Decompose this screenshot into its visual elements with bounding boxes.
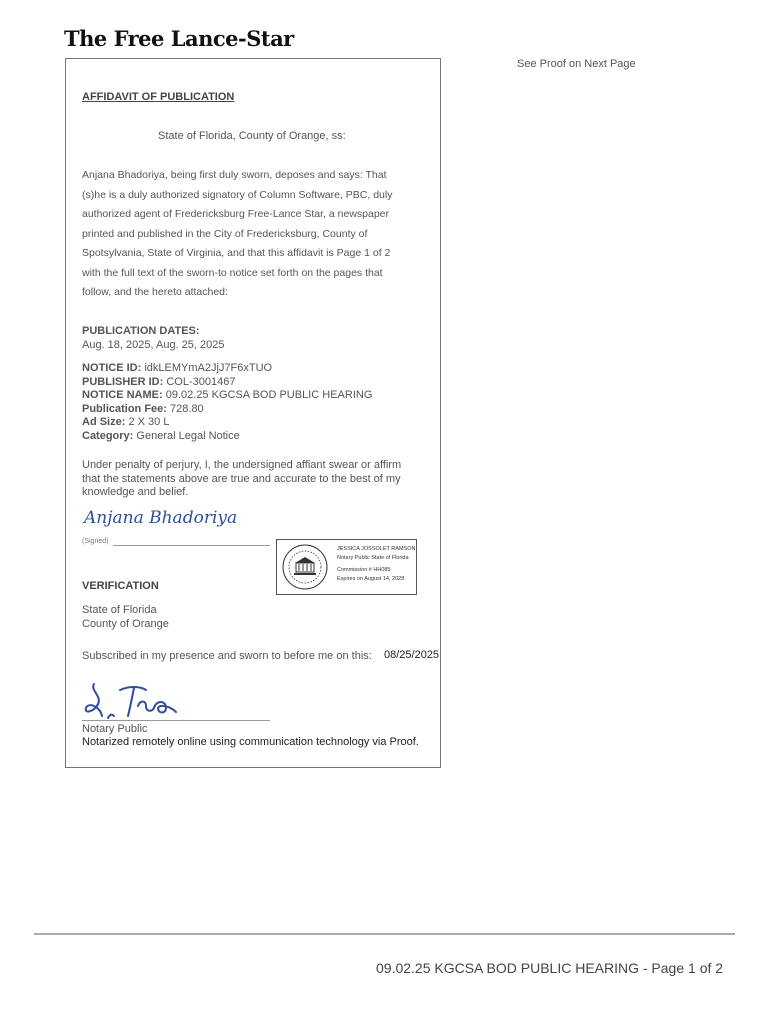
affiant-signature: Anjana Bhadoriya <box>84 508 238 528</box>
stamp-commission: Commission # HH085 <box>337 567 391 573</box>
penalty-line: Under penalty of perjury, I, the undersigned affiant swear or affirm <box>82 459 402 471</box>
verification-county: County of Orange <box>82 618 169 630</box>
stamp-expiration: Expires on August 14, 2028 <box>337 576 405 582</box>
verification-state: State of Florida <box>82 604 157 616</box>
notice-id-row: NOTICE ID: idkLEMYmA2JjJ7F6xTUO <box>82 362 273 374</box>
penalty-line: that the statements above are true and accurate to the best of my <box>82 472 401 485</box>
body-line: (s)he is a duly authorized signatory of Column Software, PBC, duly <box>82 188 393 201</box>
signed-label: (Signed) <box>82 538 109 545</box>
publication-fee-row: Publication Fee: 728.80 <box>82 402 204 415</box>
publication-dates-value: Aug. 18, 2025, Aug. 25, 2025 <box>82 339 225 351</box>
notarized-remote-note: Notarized remotely online using communication technology via Proof. <box>82 736 419 748</box>
verification-heading: VERIFICATION <box>82 580 159 592</box>
subscribed-statement: Subscribed in my presence and sworn to before me on this: <box>82 650 372 662</box>
proof-note: See Proof on Next Page <box>517 58 636 70</box>
publisher-id-row: PUBLISHER ID: COL-3001467 <box>82 375 236 388</box>
body-line: with the full text of the sworn-to notice set forth on the pages that <box>82 266 383 279</box>
affidavit-body <box>82 166 427 303</box>
penalty-statement <box>82 459 427 500</box>
notary-seal-icon <box>281 543 329 591</box>
publication-dates-label: PUBLICATION DATES: <box>82 325 200 337</box>
category-row: Category: General Legal Notice <box>82 429 240 442</box>
notary-stamp <box>276 539 417 595</box>
notary-public-label: Notary Public <box>82 723 148 735</box>
state-county-line: State of Florida, County of Orange, ss: <box>158 130 346 142</box>
notary-signature <box>80 678 190 722</box>
verification-location <box>82 603 169 631</box>
subscribed-date: 08/25/2025 <box>384 649 440 661</box>
penalty-line: knowledge and belief. <box>82 486 189 499</box>
notice-details <box>82 362 372 444</box>
body-line: follow, and the hereto attached: <box>82 286 228 298</box>
body-line: Anjana Bhadoriya, being first duly sworn, deposes and says: That <box>82 169 387 181</box>
notice-name-row: NOTICE NAME: 09.02.25 KGCSA BOD PUBLIC HEARING <box>82 389 373 402</box>
body-line: printed and published in the City of Fredericksburg, County of <box>82 227 368 240</box>
newspaper-masthead: The Free Lance-Star <box>64 26 294 51</box>
stamp-notary-name: JESSICA JOSSOLET RAMSON <box>337 546 416 552</box>
footer-page-label: 09.02.25 KGCSA BOD PUBLIC HEARING - Page 1 of 2 <box>376 960 724 976</box>
body-line: authorized agent of Fredericksburg Free-Lance Star, a newspaper <box>82 208 390 220</box>
notary-signature-line <box>82 720 270 721</box>
body-line: Spotsylvania, State of Virginia, and that this affidavit is Page 1 of 2 <box>82 247 391 259</box>
ad-size-row: Ad Size: 2 X 30 L <box>82 416 170 429</box>
footer-divider <box>34 933 735 935</box>
stamp-notary-state: Notary Public State of Florida <box>337 555 409 561</box>
signature-line <box>113 545 270 546</box>
affidavit-heading: AFFIDAVIT OF PUBLICATION <box>82 91 235 103</box>
